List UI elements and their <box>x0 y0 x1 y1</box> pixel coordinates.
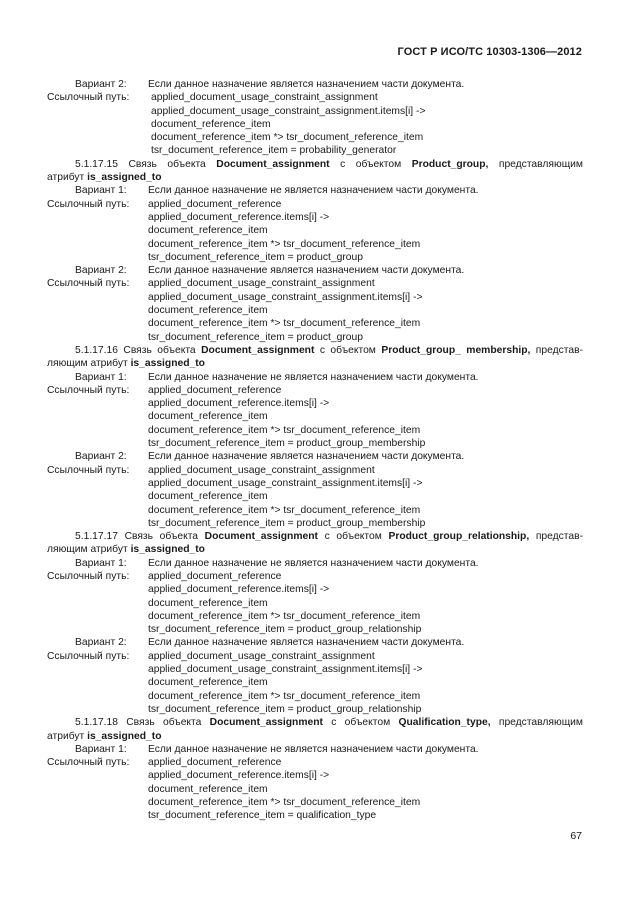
path-row <box>47 796 583 809</box>
path-label: Ссылочный путь: <box>47 650 130 662</box>
path-line: document_reference_item <box>148 305 268 317</box>
path-row <box>47 703 583 716</box>
path-label: Ссылочный путь: <box>47 198 130 210</box>
path-row <box>47 437 583 450</box>
path-row <box>47 610 583 623</box>
path-label: Ссылочный путь: <box>47 464 130 476</box>
section-heading <box>47 716 583 743</box>
section-heading-line2: атрибут is_assigned_to <box>47 730 162 742</box>
variant-row <box>47 78 583 91</box>
page-number: 67 <box>570 830 582 842</box>
variant-label: Вариант 1: <box>75 185 127 197</box>
path-line: document_reference_item <box>148 597 268 609</box>
path-row <box>47 424 583 437</box>
path-row <box>47 650 583 663</box>
path-line: tsr_document_reference_item = product_group <box>148 331 363 343</box>
path-row <box>47 663 583 676</box>
variant-label: Вариант 1: <box>75 743 127 755</box>
path-row <box>47 783 583 796</box>
path-row <box>47 198 583 211</box>
section-heading-line2: атрибут is_assigned_to <box>47 172 162 184</box>
path-line: document_reference_item *> tsr_document_reference_item <box>148 424 421 436</box>
path-row <box>47 464 583 477</box>
attribute-name: is_assigned_to <box>87 172 162 184</box>
variant-text: Если данное назначение не является назначением части документа. <box>148 371 479 383</box>
variant-row <box>47 264 583 277</box>
path-row <box>47 238 583 251</box>
path-line: applied_document_reference <box>148 570 282 582</box>
path-row <box>47 105 583 118</box>
path-line: applied_document_usage_constraint_assignment <box>151 92 378 104</box>
path-line: document_reference_item <box>148 783 268 795</box>
target-entity-name: Product_group_relationship, <box>388 531 530 543</box>
path-line: document_reference_item *> tsr_document_reference_item <box>148 318 421 330</box>
path-line: document_reference_item <box>148 411 268 423</box>
path-line: document_reference_item *> tsr_document_reference_item <box>148 504 421 516</box>
path-row <box>47 477 583 490</box>
variant-row <box>47 557 583 570</box>
path-line: applied_document_reference <box>148 198 282 210</box>
path-row <box>47 397 583 410</box>
path-row <box>47 131 583 144</box>
attribute-name: is_assigned_to <box>87 730 162 742</box>
path-row <box>47 144 583 157</box>
target-entity-name: Product_group, <box>411 158 489 170</box>
variant-label: Вариант 1: <box>75 557 127 569</box>
path-line: document_reference_item *> tsr_document_reference_item <box>148 797 421 809</box>
path-row <box>47 410 583 423</box>
path-line: tsr_document_reference_item = probability_generator <box>151 145 397 157</box>
variant-text: Если данное назначение является назначением части документа. <box>148 265 465 277</box>
path-row <box>47 769 583 782</box>
path-label: Ссылочный путь: <box>47 384 130 396</box>
path-line: document_reference_item *> tsr_document_reference_item <box>148 610 421 622</box>
path-row <box>47 224 583 237</box>
path-line: document_reference_item *> tsr_document_reference_item <box>151 132 424 144</box>
variant-row <box>47 450 583 463</box>
path-line: applied_document_reference <box>148 384 282 396</box>
variant-text: Если данное назначение не является назначением части документа. <box>148 557 479 569</box>
target-entity-name: Product_group_ membership, <box>381 344 531 356</box>
path-row <box>47 504 583 517</box>
path-line: tsr_document_reference_item = product_group_membership <box>148 517 426 529</box>
path-row <box>47 118 583 131</box>
entity-name: Document_assignment <box>216 158 330 170</box>
section-heading-line2: ляющим атрибут is_assigned_to <box>47 358 205 370</box>
path-line: tsr_document_reference_item = qualification_type <box>148 810 377 822</box>
variant-text: Если данное назначение является назначением части документа. <box>148 637 465 649</box>
path-line: applied_document_usage_constraint_assignment.items[i] -> <box>148 477 423 489</box>
variant-label: Вариант 2: <box>75 451 127 463</box>
attribute-name: is_assigned_to <box>130 544 205 556</box>
path-row <box>47 317 583 330</box>
variant-row <box>47 371 583 384</box>
path-row <box>47 597 583 610</box>
section-heading-line: 5.1.17.17 Связь объекта Document_assignment с объектом Product_group_relationship, представ- <box>75 531 584 543</box>
variant-text: Если данное назначение является назначением части документа. <box>148 451 465 463</box>
path-row <box>47 277 583 290</box>
path-row <box>47 583 583 596</box>
section-heading <box>47 530 583 557</box>
entity-name: Document_assignment <box>201 344 315 356</box>
path-row <box>47 676 583 689</box>
path-line: applied_document_reference.items[i] -> <box>148 584 330 596</box>
path-line: document_reference_item <box>148 677 268 689</box>
path-line: tsr_document_reference_item = product_group <box>148 251 363 263</box>
variant-row <box>47 184 583 197</box>
path-row <box>47 570 583 583</box>
path-line: document_reference_item *> tsr_document_reference_item <box>148 238 421 250</box>
path-row <box>47 384 583 397</box>
path-label: Ссылочный путь: <box>47 278 130 290</box>
variant-label: Вариант 2: <box>75 79 127 90</box>
path-line: document_reference_item *> tsr_document_reference_item <box>148 690 421 702</box>
target-entity-name: Qualification_type, <box>398 717 491 729</box>
section-heading-line2: ляющим атрибут is_assigned_to <box>47 544 205 556</box>
path-row <box>47 756 583 769</box>
path-label: Ссылочный путь: <box>47 757 130 769</box>
path-row <box>47 517 583 530</box>
variant-text: Если данное назначение не является назначением части документа. <box>148 185 479 197</box>
variant-label: Вариант 2: <box>75 637 127 649</box>
variant-row <box>47 636 583 649</box>
path-line: applied_document_usage_constraint_assignment.items[i] -> <box>151 105 426 117</box>
path-line: applied_document_reference.items[i] -> <box>148 211 330 223</box>
path-line: applied_document_reference.items[i] -> <box>148 398 330 410</box>
path-line: applied_document_usage_constraint_assignment.items[i] -> <box>148 291 423 303</box>
variant-row <box>47 743 583 756</box>
path-row <box>47 490 583 503</box>
path-line: document_reference_item <box>148 491 268 503</box>
variant-label: Вариант 2: <box>75 265 127 277</box>
path-line: tsr_document_reference_item = product_group_membership <box>148 438 426 450</box>
path-row <box>47 690 583 703</box>
path-line: tsr_document_reference_item = product_group_relationship <box>148 624 422 636</box>
variant-label: Вариант 1: <box>75 371 127 383</box>
section-heading-line: 5.1.17.15 Связь объекта Document_assignment с объектом Product_group, представляющим <box>75 158 584 170</box>
path-row <box>47 623 583 636</box>
section-heading <box>47 158 583 185</box>
path-line: applied_document_usage_constraint_assignment <box>148 278 375 290</box>
path-row <box>47 291 583 304</box>
attribute-name: is_assigned_to <box>130 358 205 370</box>
section-heading-line: 5.1.17.16 Связь объекта Document_assignment с объектом Product_group_ membership, представ- <box>75 344 583 356</box>
path-label: Ссылочный путь: <box>47 92 130 104</box>
path-line: applied_document_usage_constraint_assignment <box>148 464 375 476</box>
path-row <box>47 331 583 344</box>
path-row <box>47 91 583 104</box>
path-row <box>47 809 583 822</box>
variant-text: Если данное назначение не является назначением части документа. <box>148 743 479 755</box>
section-heading-line: 5.1.17.18 Связь объекта Document_assignment с объектом Qualification_type, представляющим <box>75 717 583 729</box>
document-body <box>47 78 583 823</box>
path-line: applied_document_reference <box>148 757 282 769</box>
path-line: applied_document_usage_constraint_assignment.items[i] -> <box>148 664 423 676</box>
path-row <box>47 211 583 224</box>
path-label: Ссылочный путь: <box>47 570 130 582</box>
variant-text: Если данное назначение является назначением части документа. <box>148 79 465 90</box>
entity-name: Document_assignment <box>209 717 323 729</box>
path-line: document_reference_item <box>151 118 271 130</box>
path-line: tsr_document_reference_item = product_group_relationship <box>148 703 422 715</box>
path-row <box>47 251 583 264</box>
document-header: ГОСТ Р ИСО/ТС 10303-1306—2012 <box>397 46 582 58</box>
path-row <box>47 304 583 317</box>
entity-name: Document_assignment <box>204 531 318 543</box>
path-line: document_reference_item <box>148 225 268 237</box>
path-line: applied_document_reference.items[i] -> <box>148 770 330 782</box>
section-heading <box>47 344 583 371</box>
path-line: applied_document_usage_constraint_assignment <box>148 650 375 662</box>
